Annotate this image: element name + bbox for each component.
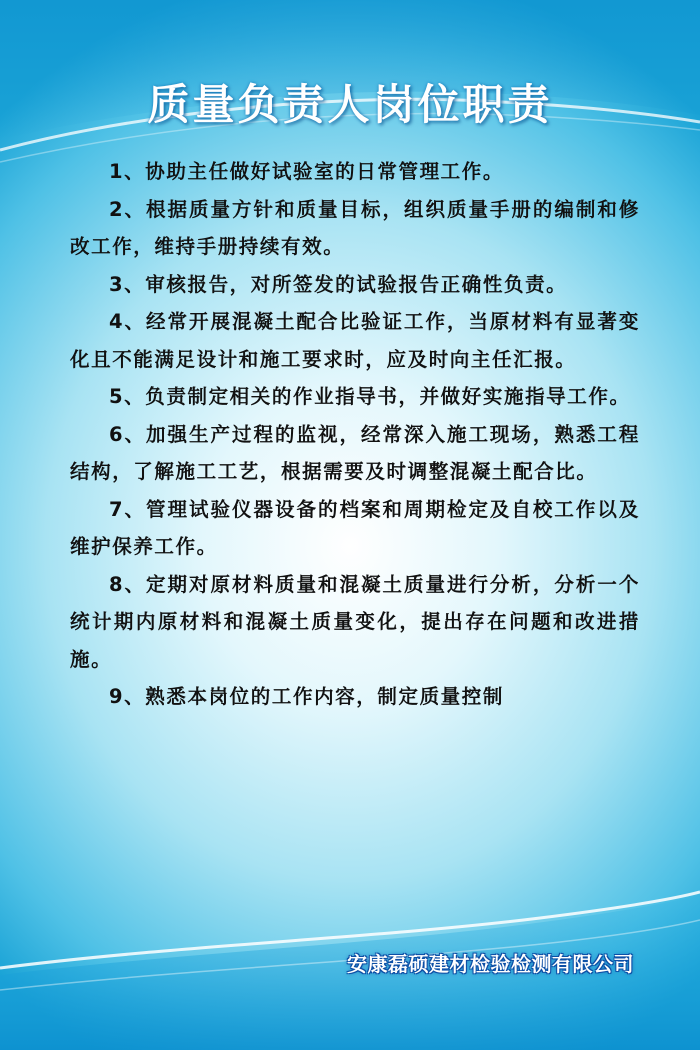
page-title: 质量负责人岗位职责 xyxy=(147,80,553,129)
list-item: 5、负责制定相关的作业指导书，并做好实施指导工作。 xyxy=(109,385,631,408)
list-item: 6、加强生产过程的监视，经常深入施工现场，熟悉工程结构，了解施工工艺，根据需要及时调整混凝土配合比。 xyxy=(70,422,640,483)
list-item: 3、审核报告，对所签发的试验报告正确性负责。 xyxy=(109,272,568,296)
list-item: 8、定期对原材料质量和混凝土质量进行分析，分析一个统计期内原材料和混凝土质量变化，提出存在问题和改进措施。 xyxy=(70,572,640,671)
company-name: 安康磊硕建材检验检测有限公司 xyxy=(347,952,634,976)
list-item: 4、经常开展混凝土配合比验证工作，当原材料有显著变化且不能满足设计和施工要求时，应及时向主任汇报。 xyxy=(70,310,640,371)
responsibilities-list xyxy=(70,153,640,716)
list-item: 7、管理试验仪器设备的档案和周期检定及自校工作以及维护保养工作。 xyxy=(70,497,640,558)
list-item: 2、根据质量方针和质量目标，组织质量手册的编制和修改工作，维持手册持续有效。 xyxy=(70,197,640,258)
list-item: 9、熟悉本岗位的工作内容，制定质量控制 xyxy=(109,685,504,708)
list-item: 1、协助主任做好试验室的日常管理工作。 xyxy=(109,160,504,183)
